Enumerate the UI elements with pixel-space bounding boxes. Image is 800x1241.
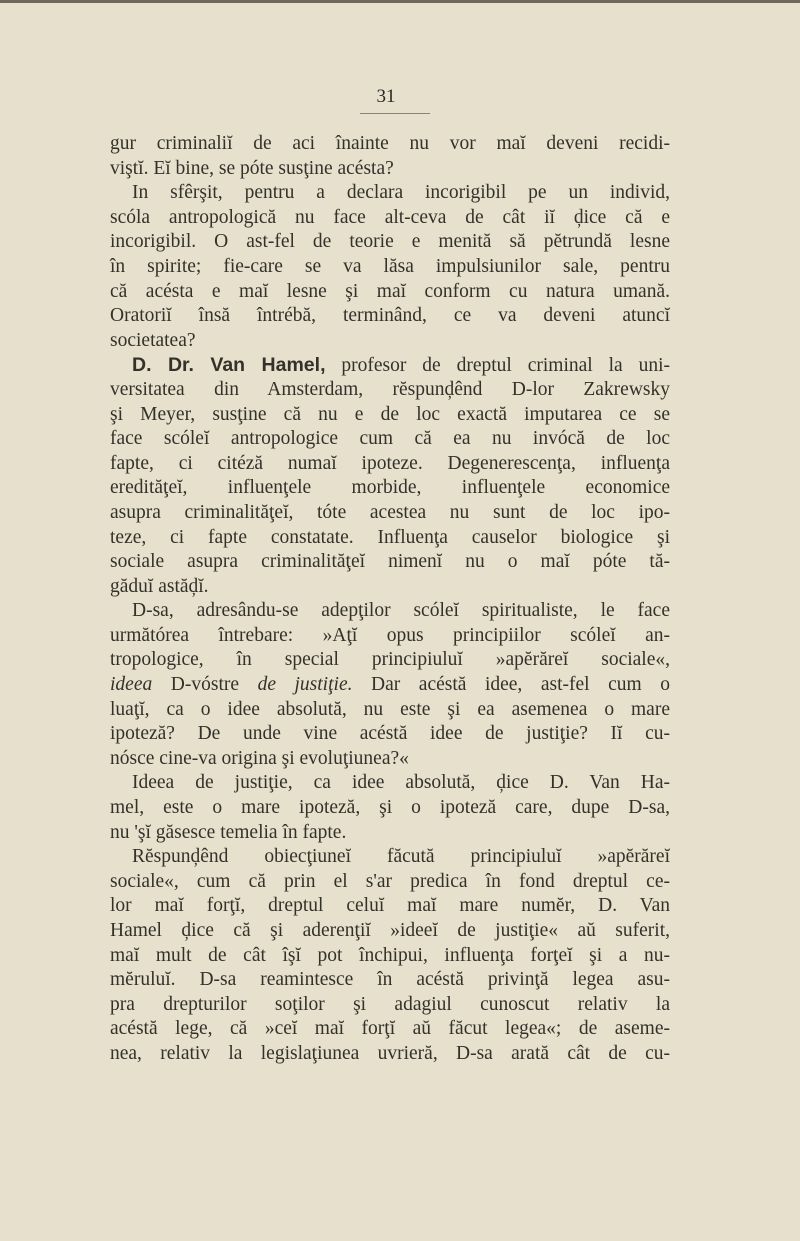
text-line: luaţĭ, ca o idee absolută, nu este şi ea asemenea o mare xyxy=(110,698,670,720)
text-line: nósce cine-va origina şi evoluţiunea?« xyxy=(110,747,409,769)
text-line: eredităţeĭ, influenţele morbide, influenţele economice xyxy=(110,477,670,499)
text-line: Rĕspunḑênd obiecţiuneĭ făcută principiuluĭ »apĕrăreĭ xyxy=(132,846,670,868)
text-line: Hamel ḑice că şi aderenţiĭ »ideeĭ de justiţie« aŭ suferit, xyxy=(110,920,670,941)
text-line: ipoteză? De unde vine acéstă idee de justiţie? Iĭ cu- xyxy=(110,723,670,745)
text-line: versitatea din Amsterdam, rĕspunḑênd D-lor Zakrewsky xyxy=(110,378,670,400)
text-line: sociale asupra criminalităţeĭ nimenĭ nu o maĭ póte tă- xyxy=(110,551,670,573)
text-line: fapte, ci citéză numaĭ ipoteze. Degenerescenţa, influenţa xyxy=(110,452,670,474)
text-line: mĕruluĭ. D-sa reamintesce în acéstă privinţă legea asu- xyxy=(110,969,670,991)
text-line: asupra criminalităţeĭ, tóte acestea nu sunt de loc ipo- xyxy=(110,501,670,523)
text-line: D-sa, adresându-se adepţilor scóleĭ spiritualiste, le face xyxy=(132,600,670,622)
text-line: maĭ mult de cât îşĭ pot închipui, influenţa forţeĭ şi a nu- xyxy=(110,944,670,966)
text-line: în spirite; fie-care se va lăsa impulsiunilor sale, pentru xyxy=(110,255,670,277)
text-line: Ideea de justiţie, ca idee absolută, ḑice D. Van Ha- xyxy=(132,772,670,794)
text-line xyxy=(110,353,670,378)
italic-span: de justiţie. xyxy=(257,674,353,696)
text-span: profesor de dreptul criminal la uni- xyxy=(325,355,670,377)
text-span: Dar acéstă idee, ast-fel cum o xyxy=(352,674,670,696)
text-line: nu 'şĭ găsesce temelia în fapte. xyxy=(110,821,347,843)
text-line: viştĭ. Eĭ bine, se póte susţine acésta? xyxy=(110,157,394,179)
top-edge-rule xyxy=(0,0,800,3)
text-line: nea, relativ la legislaţiunea uvrieră, D-sa arată cât de cu- xyxy=(110,1042,670,1064)
text-line: face scóleĭ antropologice cum că ea nu invócă de loc xyxy=(110,428,670,450)
text-line: In sfêrşit, pentru a declara incorigibil pe un individ, xyxy=(132,182,670,204)
text-line: gur criminaliĭ de aci înainte nu vor maĭ deveni recidi- xyxy=(110,133,670,154)
text-line: tropologice, în special principiuluĭ »apĕrăreĭ sociale«, xyxy=(110,649,670,671)
italic-span: ideea xyxy=(110,674,153,696)
text-line: pra drepturilor soţilor şi adagiul cunoscut relativ la xyxy=(110,993,670,1015)
text-line xyxy=(110,673,670,698)
text-line: găduĭ astăḑĭ. xyxy=(110,575,209,597)
text-line: lor maĭ forţĭ, dreptul celuĭ maĭ mare numĕr, D. Van xyxy=(110,895,670,917)
page-number: 31 xyxy=(376,86,396,107)
text-line: teze, ci fapte constatate. Influenţa causelor biologice şi xyxy=(110,526,670,548)
text-line: societatea? xyxy=(110,329,196,351)
body-text xyxy=(110,132,670,1067)
text-line: şi Meyer, susţine că nu e de loc exactă imputarea ce se xyxy=(110,403,670,425)
text-line: mel, este o mare ipoteză, şi o ipoteză care, dupe D-sa, xyxy=(110,797,670,819)
text-line: incorigibil. O ast-fel de teorie e menită să pĕtrundă lesne xyxy=(110,231,670,253)
text-span: D-vóstre xyxy=(152,674,258,696)
text-line: următórea întrebare: »Aţĭ opus principiilor scóleĭ an- xyxy=(110,624,670,646)
text-line: că acésta e maĭ lesne şi maĭ conform cu natura umană. xyxy=(110,280,670,302)
text-line: Oratoriĭ însă întrébă, terminând, ce va deveni atuncĭ xyxy=(110,305,670,327)
text-line: sociale«, cum că prin el s'ar predica în fond dreptul ce- xyxy=(110,870,670,892)
text-line: acéstă lege, că »ceĭ maĭ forţĭ aŭ făcut legea«; de aseme- xyxy=(110,1018,670,1040)
text-line: scóla antropologică nu face alt-ceva de cât iĭ ḑice că e xyxy=(110,206,670,228)
header-rule xyxy=(360,113,430,114)
speaker-name: D. Dr. Van Hamel, xyxy=(132,354,326,377)
